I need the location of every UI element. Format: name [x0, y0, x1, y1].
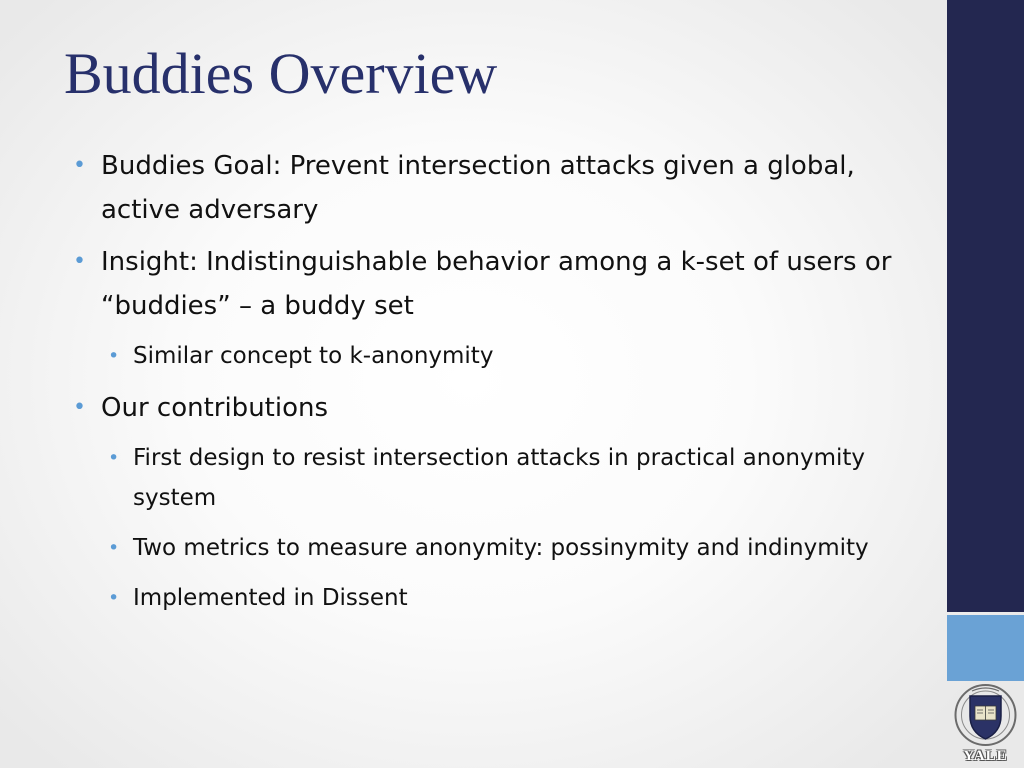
sidebar-light-bar: [947, 615, 1024, 681]
sub-bullet-text: First design to resist intersection attacks in practical anonymity system: [133, 445, 866, 511]
sub-bullet-item: [104, 528, 910, 568]
sub-bullet-item: [104, 578, 910, 618]
bullet-item-insight: [70, 240, 910, 328]
bullet-text: Insight: Indistinguishable behavior among a k-set of users or “buddies” – a buddy set: [101, 247, 892, 321]
sub-bullet-item: [104, 438, 910, 518]
bullet-icon: •: [108, 537, 120, 559]
bullet-text: Buddies Goal: Prevent intersection attacks given a global, active adversary: [101, 151, 855, 225]
yale-shield-icon: [948, 682, 1023, 752]
slide-title: Buddies Overview: [64, 41, 498, 106]
sub-bullet-text: Two metrics to measure anonymity: possinymity and indinymity: [133, 535, 869, 561]
bullet-text: Our contributions: [101, 393, 329, 423]
bullet-item-goal: [70, 144, 910, 232]
bullet-icon: •: [73, 395, 86, 420]
yale-wordmark: YALE: [963, 748, 1008, 764]
sub-bullet-text: Similar concept to k-anonymity: [133, 343, 494, 369]
bullet-list: [70, 144, 910, 628]
bullet-icon: •: [108, 447, 120, 469]
bullet-icon: •: [73, 249, 86, 274]
sub-bullet-text: Implemented in Dissent: [133, 585, 408, 611]
sub-bullet-item: [104, 336, 910, 376]
bullet-icon: •: [73, 153, 86, 178]
bullet-icon: •: [108, 345, 120, 367]
yale-logo: [948, 682, 1023, 766]
bullet-item-contributions: [70, 386, 910, 430]
bullet-icon: •: [108, 587, 120, 609]
sidebar-dark-bar: [947, 0, 1024, 612]
